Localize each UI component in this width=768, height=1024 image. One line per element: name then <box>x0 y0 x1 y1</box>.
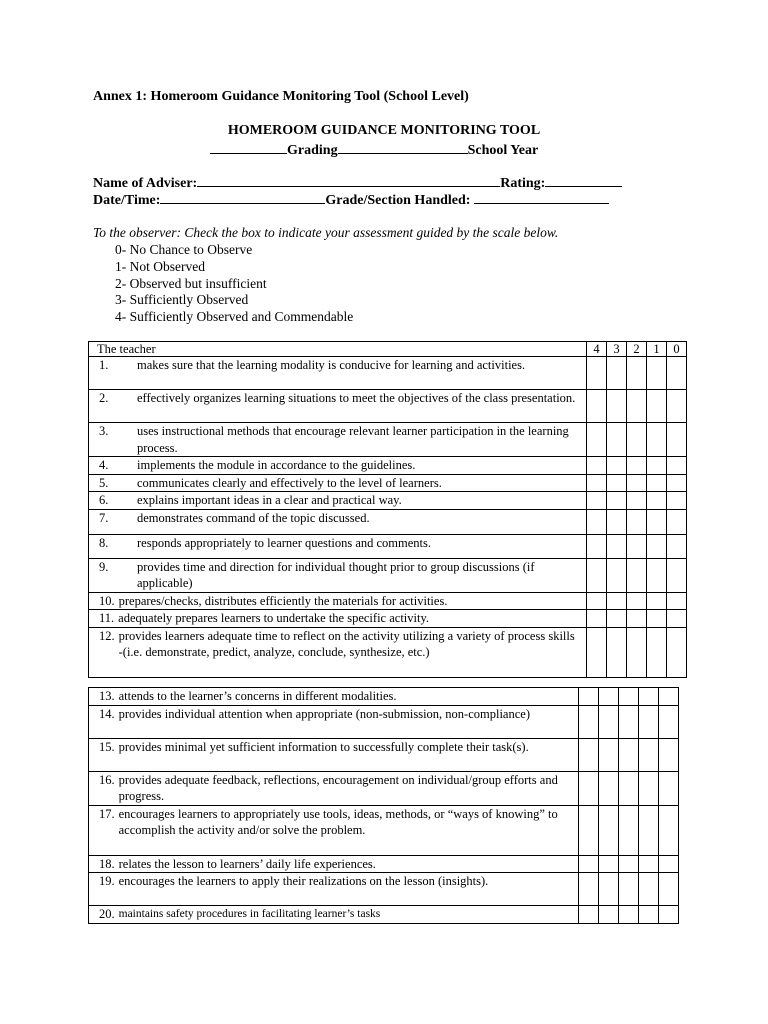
scale-item: 3- Sufficiently Observed <box>115 292 249 307</box>
criterion-number: 5. <box>99 475 109 490</box>
score-checkbox[interactable] <box>627 492 647 510</box>
criterion-number: 20. <box>99 907 115 921</box>
score-checkbox[interactable] <box>607 592 627 610</box>
score-checkbox[interactable] <box>627 610 647 628</box>
table-row <box>89 534 687 558</box>
score-checkbox[interactable] <box>607 627 627 677</box>
criterion-cell <box>89 610 587 628</box>
score-checkbox[interactable] <box>607 390 627 423</box>
criterion-text: provides time and direction for individual thought prior to group discussions (if applicable) <box>137 559 535 590</box>
datetime-label: Date/Time: <box>93 193 161 208</box>
score-checkbox[interactable] <box>647 357 667 390</box>
table-row <box>89 906 679 924</box>
grading-label: Grading <box>287 143 338 158</box>
table-row <box>89 457 687 475</box>
score-checkbox[interactable] <box>659 906 679 924</box>
score-checkbox[interactable] <box>587 492 607 510</box>
criterion-cell <box>89 534 587 558</box>
score-checkbox[interactable] <box>667 610 687 628</box>
criterion-cell <box>89 705 579 738</box>
score-checkbox[interactable] <box>639 805 659 855</box>
page-title: HOMEROOM GUIDANCE MONITORING TOOL <box>227 123 541 138</box>
score-checkbox[interactable] <box>659 705 679 738</box>
criterion-number: 12. <box>99 628 115 643</box>
criterion-number: 15. <box>99 739 115 754</box>
criterion-number: 3. <box>99 424 109 438</box>
score-checkbox[interactable] <box>587 357 607 390</box>
score-checkbox[interactable] <box>659 855 679 873</box>
table-row <box>89 592 687 610</box>
score-checkbox[interactable] <box>607 534 627 558</box>
criterion-cell <box>89 492 587 510</box>
score-checkbox[interactable] <box>599 688 619 706</box>
criterion-cell <box>89 771 579 805</box>
score-checkbox[interactable] <box>659 873 679 906</box>
score-checkbox[interactable] <box>619 771 639 805</box>
score-checkbox[interactable] <box>667 558 687 592</box>
criterion-text: explains important ideas in a clear and practical way. <box>137 493 402 507</box>
observer-instruction: To the observer: Check the box to indicate your assessment guided by the scale below. <box>93 225 559 240</box>
score-checkbox[interactable] <box>627 592 647 610</box>
criterion-number: 4. <box>99 458 109 472</box>
table-row <box>89 855 679 873</box>
score-checkbox[interactable] <box>599 771 619 805</box>
table-row <box>89 474 687 492</box>
score-checkbox[interactable] <box>647 457 667 475</box>
score-checkbox[interactable] <box>627 534 647 558</box>
score-checkbox[interactable] <box>659 688 679 706</box>
score-checkbox[interactable] <box>647 558 667 592</box>
criterion-text: provides minimal yet sufficient information to successfully complete their task(s). <box>118 739 529 754</box>
criterion-cell <box>89 592 587 610</box>
grade-section-blank <box>474 191 609 204</box>
table-header-row <box>89 342 687 357</box>
criterion-text: uses instructional methods that encourage relevant learner participation in the learning process. <box>137 424 569 455</box>
header-score: 2 <box>627 342 647 357</box>
header-score: 1 <box>647 342 667 357</box>
score-checkbox[interactable] <box>659 771 679 805</box>
score-checkbox[interactable] <box>607 357 627 390</box>
table-row <box>89 509 687 534</box>
score-checkbox[interactable] <box>619 738 639 771</box>
score-checkbox[interactable] <box>587 457 607 475</box>
score-checkbox[interactable] <box>639 771 659 805</box>
criterion-number: 17. <box>99 806 115 821</box>
score-checkbox[interactable] <box>627 457 647 475</box>
score-checkbox[interactable] <box>619 855 639 873</box>
score-checkbox[interactable] <box>639 855 659 873</box>
criterion-number: 14. <box>99 706 115 721</box>
score-checkbox[interactable] <box>607 474 627 492</box>
score-checkbox[interactable] <box>639 873 659 906</box>
rating-blank <box>545 174 622 187</box>
score-checkbox[interactable] <box>599 906 619 924</box>
criterion-number: 18. <box>99 856 115 871</box>
criterion-text: prepares/checks, distributes efficiently the materials for activities. <box>118 593 448 608</box>
score-checkbox[interactable] <box>579 873 599 906</box>
scale-item: 4- Sufficiently Observed and Commendable <box>115 309 354 324</box>
table-row <box>89 805 679 855</box>
score-checkbox[interactable] <box>587 509 607 534</box>
criterion-number: 1. <box>99 358 109 372</box>
table-row <box>89 738 679 771</box>
grading-blank <box>210 141 287 154</box>
criterion-text: adequately prepares learners to undertake the specific activity. <box>118 611 430 625</box>
score-checkbox[interactable] <box>647 610 667 628</box>
table-row <box>89 771 679 805</box>
score-checkbox[interactable] <box>619 705 639 738</box>
score-checkbox[interactable] <box>667 423 687 457</box>
criterion-cell <box>89 906 579 924</box>
score-checkbox[interactable] <box>599 855 619 873</box>
score-checkbox[interactable] <box>587 534 607 558</box>
score-checkbox[interactable] <box>607 558 627 592</box>
score-checkbox[interactable] <box>587 592 607 610</box>
score-checkbox[interactable] <box>579 906 599 924</box>
score-checkbox[interactable] <box>619 805 639 855</box>
criterion-text: demonstrates command of the topic discussed. <box>137 510 370 525</box>
criterion-cell <box>89 855 579 873</box>
adviser-rating-line <box>93 174 622 192</box>
score-checkbox[interactable] <box>599 738 619 771</box>
criterion-cell <box>89 688 579 706</box>
grading-line <box>210 141 538 159</box>
scale-item: 1- Not Observed <box>115 259 205 274</box>
criterion-text: provides adequate feedback, reflections, encouragement on individual/group efforts and progress. <box>118 772 558 803</box>
table-row <box>89 390 687 423</box>
score-checkbox[interactable] <box>579 738 599 771</box>
score-checkbox[interactable] <box>647 474 667 492</box>
score-checkbox[interactable] <box>587 610 607 628</box>
table-row <box>89 705 679 738</box>
score-checkbox[interactable] <box>579 705 599 738</box>
score-checkbox[interactable] <box>647 534 667 558</box>
score-checkbox[interactable] <box>607 492 627 510</box>
score-checkbox[interactable] <box>627 474 647 492</box>
grade-section-label: Grade/Section Handled: <box>325 193 471 208</box>
score-checkbox[interactable] <box>607 423 627 457</box>
score-checkbox[interactable] <box>579 855 599 873</box>
criterion-cell <box>89 357 587 390</box>
score-checkbox[interactable] <box>647 592 667 610</box>
table-row <box>89 610 687 628</box>
score-checkbox[interactable] <box>647 492 667 510</box>
score-checkbox[interactable] <box>619 906 639 924</box>
criterion-text: makes sure that the learning modality is conducive for learning and activities. <box>137 358 526 372</box>
score-checkbox[interactable] <box>627 627 647 677</box>
score-checkbox[interactable] <box>647 627 667 677</box>
header-label: The teacher <box>89 342 587 357</box>
score-checkbox[interactable] <box>619 688 639 706</box>
criterion-number: 11. <box>99 611 115 625</box>
score-checkbox[interactable] <box>667 357 687 390</box>
rating-label: Rating: <box>500 176 546 191</box>
score-checkbox[interactable] <box>587 627 607 677</box>
criterion-cell <box>89 423 587 457</box>
criterion-text: provides individual attention when appropriate (non-submission, non-compliance) <box>118 706 530 721</box>
score-checkbox[interactable] <box>599 705 619 738</box>
score-checkbox[interactable] <box>627 390 647 423</box>
adviser-label: Name of Adviser: <box>93 176 198 191</box>
score-checkbox[interactable] <box>667 390 687 423</box>
score-checkbox[interactable] <box>639 705 659 738</box>
assessment-table-1 <box>88 341 687 678</box>
score-checkbox[interactable] <box>667 492 687 510</box>
criterion-number: 16. <box>99 772 115 787</box>
criterion-text: responds appropriately to learner questions and comments. <box>137 535 432 550</box>
score-checkbox[interactable] <box>579 805 599 855</box>
score-checkbox[interactable] <box>619 873 639 906</box>
criterion-text: maintains safety procedures in facilitating learner’s tasks <box>118 908 381 920</box>
scale-item: 0- No Chance to Observe <box>115 242 253 257</box>
score-checkbox[interactable] <box>607 610 627 628</box>
score-checkbox[interactable] <box>587 423 607 457</box>
score-checkbox[interactable] <box>647 509 667 534</box>
criterion-text: effectively organizes learning situations to meet the objectives of the class presentation. <box>137 391 576 405</box>
criterion-cell <box>89 457 587 475</box>
annex-title: Annex 1: Homeroom Guidance Monitoring Tool (School Level) <box>93 89 469 104</box>
score-checkbox[interactable] <box>627 423 647 457</box>
score-checkbox[interactable] <box>667 592 687 610</box>
criterion-number: 13. <box>99 689 115 703</box>
criterion-cell <box>89 738 579 771</box>
criterion-cell <box>89 509 587 534</box>
school-year-label: School Year <box>467 143 539 158</box>
score-checkbox[interactable] <box>667 627 687 677</box>
header-score: 4 <box>587 342 607 357</box>
score-checkbox[interactable] <box>587 474 607 492</box>
table-row <box>89 492 687 510</box>
criterion-cell <box>89 627 587 677</box>
score-checkbox[interactable] <box>587 558 607 592</box>
criterion-text: encourages the learners to apply their realizations on the lesson (insights). <box>118 874 489 888</box>
score-checkbox[interactable] <box>627 558 647 592</box>
criterion-text: attends to the learner’s concerns in different modalities. <box>118 689 397 703</box>
header-score: 0 <box>667 342 687 357</box>
score-checkbox[interactable] <box>667 474 687 492</box>
criterion-number: 9. <box>99 559 109 574</box>
score-checkbox[interactable] <box>639 738 659 771</box>
table-row <box>89 873 679 906</box>
score-checkbox[interactable] <box>667 509 687 534</box>
table-row <box>89 558 687 592</box>
criterion-number: 10. <box>99 593 115 608</box>
datetime-blank <box>160 191 325 204</box>
criterion-text: encourages learners to appropriately use tools, ideas, methods, or “ways of knowing” to accomplish the activity and/or solve the problem. <box>118 806 558 837</box>
criterion-cell <box>89 558 587 592</box>
table-row <box>89 423 687 457</box>
score-checkbox[interactable] <box>667 534 687 558</box>
score-checkbox[interactable] <box>587 390 607 423</box>
score-checkbox[interactable] <box>647 390 667 423</box>
criterion-text: relates the lesson to learners’ daily life experiences. <box>118 856 376 871</box>
table-row <box>89 627 687 677</box>
criterion-cell <box>89 873 579 906</box>
score-checkbox[interactable] <box>659 738 679 771</box>
criterion-cell <box>89 390 587 423</box>
score-checkbox[interactable] <box>599 805 619 855</box>
adviser-blank <box>197 174 500 187</box>
criterion-text: provides learners adequate time to reflect on the activity utilizing a variety of process skills -(i.e. demonstrate, predict, analyze, conclude, synthesize, etc.) <box>118 628 575 659</box>
school-year-blank <box>338 141 468 154</box>
score-checkbox[interactable] <box>579 688 599 706</box>
date-grade-line <box>93 191 609 209</box>
scale-item: 2- Observed but insufficient <box>115 276 267 291</box>
table-row <box>89 688 679 706</box>
score-checkbox[interactable] <box>639 906 659 924</box>
score-checkbox[interactable] <box>599 873 619 906</box>
score-checkbox[interactable] <box>667 457 687 475</box>
score-checkbox[interactable] <box>579 771 599 805</box>
criterion-text: implements the module in accordance to the guidelines. <box>137 458 416 472</box>
criterion-number: 8. <box>99 535 109 550</box>
score-checkbox[interactable] <box>607 509 627 534</box>
assessment-table-2 <box>88 687 679 924</box>
score-checkbox[interactable] <box>627 509 647 534</box>
score-checkbox[interactable] <box>647 423 667 457</box>
table-row <box>89 357 687 390</box>
criterion-number: 19. <box>99 874 115 888</box>
criterion-number: 2. <box>99 391 109 405</box>
score-checkbox[interactable] <box>627 357 647 390</box>
score-checkbox[interactable] <box>639 688 659 706</box>
criterion-cell <box>89 805 579 855</box>
score-checkbox[interactable] <box>607 457 627 475</box>
criterion-number: 6. <box>99 493 109 507</box>
score-checkbox[interactable] <box>659 805 679 855</box>
criterion-text: communicates clearly and effectively to the level of learners. <box>137 475 442 490</box>
header-score: 3 <box>607 342 627 357</box>
criterion-number: 7. <box>99 510 109 525</box>
criterion-cell <box>89 474 587 492</box>
